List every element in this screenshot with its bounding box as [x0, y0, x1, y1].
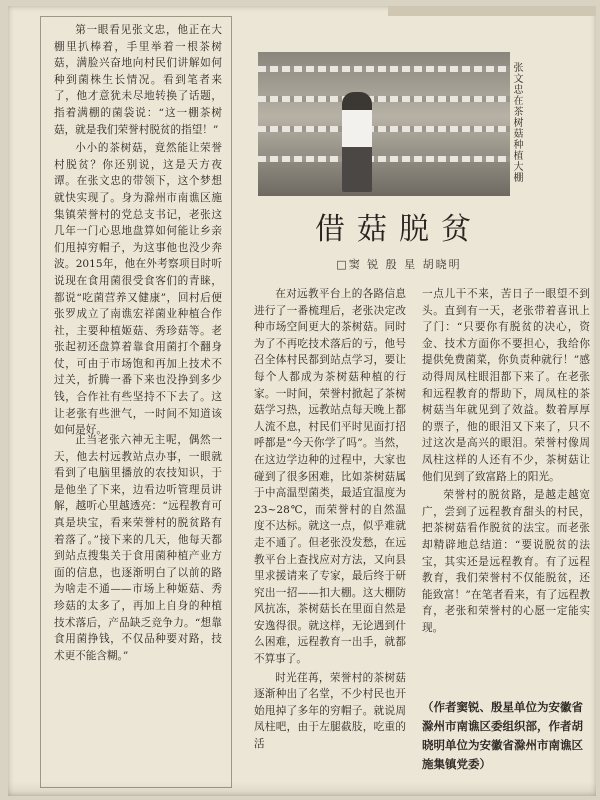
- left-paragraph-1: 第一眼看见张文忠，他正在大棚里扒棒着，手里举着一根茶树菇，满脸兴奋地向村民们讲解如何种到菌株生长情况。看到笔者来了，他才意犹未尽地转换了话题，指着满棚的菌袋说：“这一棚茶树菇，就是我们荣誉村脱贫的指望！”: [54, 24, 222, 136]
- author-signature: （作者窦锐、殷星单位为安徽省滁州市南谯区委组织部，作者胡晓明单位为安徽省滁州市南谯区施集镇党委）: [422, 700, 583, 771]
- photo-caption: 张文忠在茶树菇种植大棚: [511, 62, 522, 183]
- middle-column: [254, 286, 406, 755]
- magazine-page: [8, 6, 596, 796]
- mid-paragraph-1: 在对远教平台上的各路信息进行了一番梳理后，老张决定改种市场空间更大的茶树菇。同时为了不再吃技术落后的亏，他号召全体村民都到站点学习，要让每个人都成为茶树菇种植的行家。一时间，荣誉村掀起了茶树菇学习热，远教站点每天晚上都人流不息，村民们平时见面打招呼都是“今天你学了吗”。当然，在这边学边种的过程中，大家也碰到了很多困难，比如茶树菇属于中高温型菌类，最适宜温度为23~28℃，而荣誉村的自然温度不达标。就这一点，似乎难就走不通了。但老张没发愁，在远教平台上查找应对方法，又向县里求援请来了专家，最后终于研究出一招——扣大棚。这大棚防风抗冻，茶树菇长在里面自然是安逸得很。就这样，无论遇到什么困难，远程教育一出手，就都不算事了。: [254, 288, 406, 666]
- right-paragraph-1: 一点儿干不来，苦日子一眼望不到头。直到有一天，老张带着喜讯上了门：“只要你有脱贫的决心，资金、技术方面你不要担心，我给你提供免费菌菜，你负责种就行！”感动得周凤柱眼泪都下来了。在老张和远程教育的帮助下，周凤柱的茶树菇当年就见到了效益。数着厚厚的票子，他的眼泪又下来了，只不过这次是高兴的眼泪。荣誉村像周凤柱这样的人还有不少，茶树菇让他们见到了致富路上的阳光。: [422, 288, 590, 483]
- article-title: 借菇脱贫: [315, 212, 483, 247]
- left-column: [54, 22, 222, 662]
- article-photo: [258, 52, 510, 196]
- mid-paragraph-2: 时光荏苒，荣誉村的茶树菇逐渐种出了名堂，不少村民也开始甩掉了多年的穷帽子。就说周凤柱吧，由于左腿截肢，吃重的活: [254, 671, 406, 751]
- article-authors: □窦 锐 殷 星 胡晓明: [336, 258, 462, 271]
- left-paragraph-2: 小小的茶树菇，竟然能让荣誉村脱贫？你还别说，这是天方夜谭。在张文忠的带领下，这个梦想就快实现了。身为滁州市南谯区施集镇荣誉村的党总支书记，老张这几年一门心思地盘算如何能让乡亲们甩掉穷帽子，为这事他也没少奔波。2015年，他在外考察项目时听说现在食用菌很受食客们的青睐，都说“吃菌营养又健康”，回村后便张罗成立了南谯宏祥菌业种植合作社，主要种植姬菇、秀珍菇等。老张起初还盘算着靠食用菌打个翻身仗，可由于市场饱和再加上技术不过关，折腾一番下来也没挣到多少钱，合作社有些坚持不下去了。这让老张有些泄气，一时间不知道该如何是好。: [54, 142, 222, 437]
- left-paragraph-3: 正当老张六神无主呢，偶然一天，他去村远教站点办事，一眼就看到了电脑里播放的农技知识，于是他坐了下来，边看边听管理员讲解，越听心里越透亮：“远程教育可真是块宝，看来荣誉村的脱贫路有着落了。”接下来的几天，他每天都到站点搜集关于食用菌种植产业方面的信息，也逐渐明白了以前的路为啥走不通——市场上种姬菇、秀珍菇的太多了，再加上自身的种植技术落后，产品缺乏竞争力。“想靠食用菌挣钱，不仅品种要对路，技术更不能含糊。”: [54, 434, 222, 662]
- left-column-lower: [54, 432, 222, 666]
- right-paragraph-2: 荣誉村的脱贫路，是越走越宽广，尝到了远程教育甜头的村民，把茶树菇看作脱贫的法宝。而老张却精辟地总结道：“要说脱贫的法宝，其实还是远程教育。有了远程教育，我们荣誉村不仅能脱贫，还能致富！”在笔者看来，有了远程教育，老张和荣誉村的心愿一定能实现。: [422, 489, 590, 634]
- person-figure: [342, 92, 372, 192]
- page-shadow: [8, 782, 596, 796]
- right-column: [422, 286, 590, 638]
- page-header-strip: [388, 6, 596, 16]
